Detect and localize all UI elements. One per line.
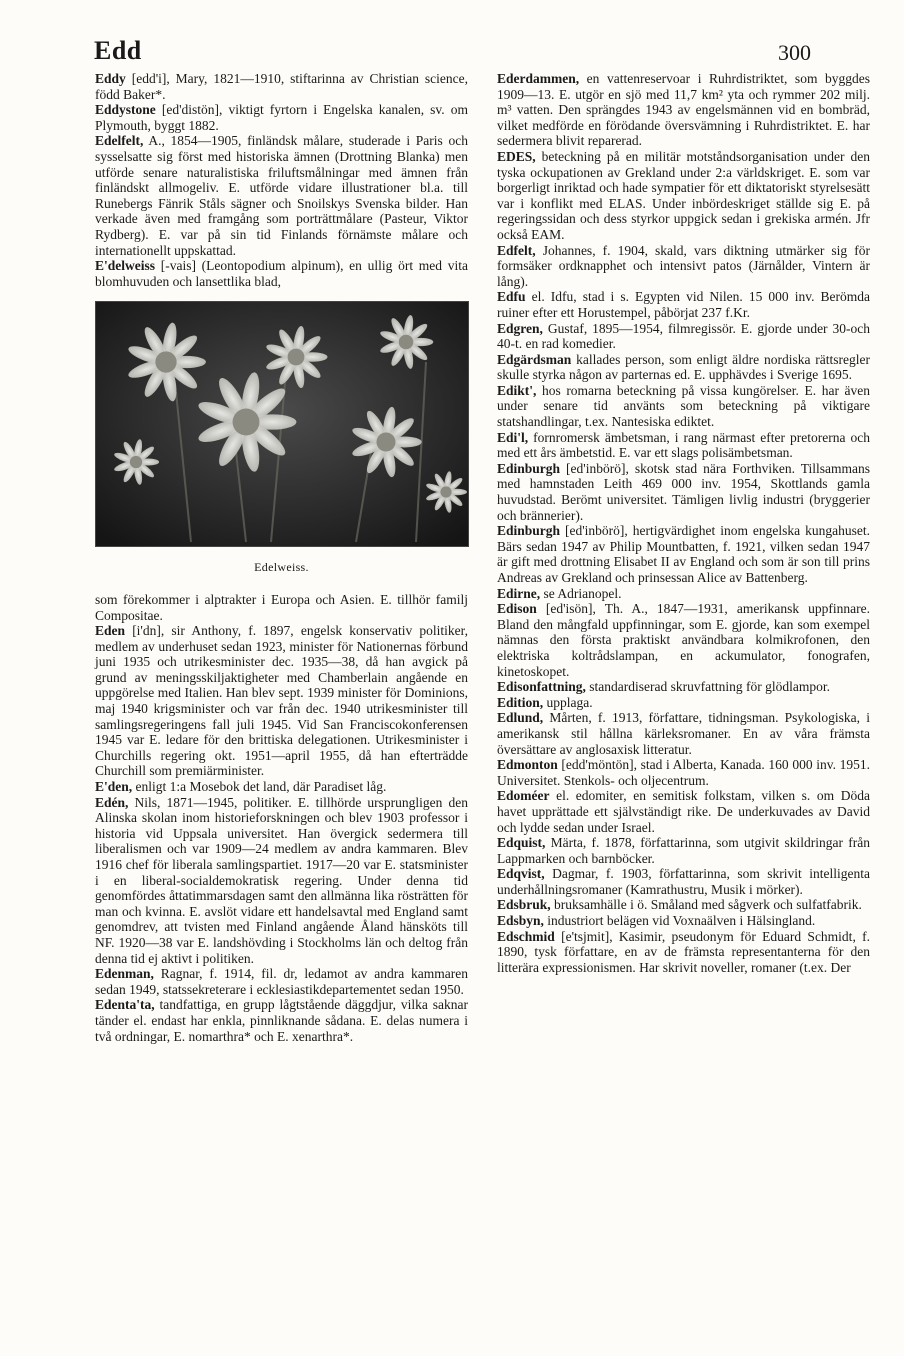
- dictionary-entry: [497, 788, 870, 835]
- entry-headword: Edgren,: [497, 320, 543, 336]
- dictionary-entry: [497, 897, 870, 913]
- dictionary-entry: [497, 695, 870, 711]
- entry-text: hos romarna beteckning på vissa kungörelser. E. har även under senare tid använts som beteckning på viktigare statshandlingar, t.ex. Nantesiska ediktet.: [497, 382, 870, 430]
- entry-headword: Edsbruk,: [497, 897, 551, 913]
- dictionary-entry: [497, 710, 870, 757]
- entry-headword: Edsbyn,: [497, 913, 544, 929]
- entry-text: [edd'möntön], stad i Alberta, Kanada. 160 000 inv. 1951. Universitet. Stenkols- och oljecentrum.: [497, 757, 870, 788]
- dictionary-entry: [497, 913, 870, 929]
- dictionary-entry: [497, 243, 870, 290]
- entry-text: el. edomiter, en semitisk folkstam, vilken s. om Döda havet upprättade ett självständigt rike. De underkuvades av David och lydde sedan under Israel.: [497, 788, 870, 835]
- page-number: 300: [778, 40, 811, 65]
- dictionary-entry: [497, 461, 870, 523]
- entry-text: Nils, 1871—1945, politiker. E. tillhörde ursprungligen den Alinska skolan inom historieforskningen och blev 1903 professor i historia vid Uppsala universitet. Han övergick sedermera till liberalismen och var 1909—24 medlem av andra kammaren. Blev 1916 chef för liberala samlingspartiet. 1917—20 var E. statsminister i en liberal-socialdemokratisk regering. Under denna tid genomfördes åttatimmarsdagen samt den allmänna lika rösträtten för man och kvinna. E. avslöt vidare ett handelsavtal med England samt genomdrev, att tvisten med Finland angående Åland hänsköts till NF. 1920—38 var E. landshövding i Stockholms län och deltog från denna tid ej aktivt i politiken.: [95, 794, 468, 966]
- dictionary-entry: [95, 258, 468, 289]
- entry-text: Dagmar, f. 1903, författarinna, som skrivit intelligenta underhållningsromaner (Kamrathustru, Musik i mörker).: [497, 866, 870, 897]
- figure-caption: Edelweiss.: [254, 560, 309, 575]
- entry-headword: Edition,: [497, 694, 544, 710]
- running-head: Edd: [94, 36, 142, 65]
- entry-text: se Adrianopel.: [540, 585, 622, 601]
- dictionary-entry: [497, 586, 870, 602]
- dictionary-entry: [95, 966, 468, 997]
- dictionary-entry: [95, 133, 468, 258]
- edelweiss-figure: [95, 301, 468, 576]
- dictionary-entry: [497, 835, 870, 866]
- dictionary-entry: [497, 929, 870, 976]
- entry-text: beteckning på en militär motståndsorganisation under den tyska ockupationen av Grekland under 2:a världskriget. E. som var borgerligt inriktad och hade sympatier för ett diktatoriskt styrelsesätt var i konflikt med ELAS. Under inbördeskriget ställde sig E. på regeringssidan och dess styrkor uppgick sedan i grekiska armén. Jfr också EAM.: [497, 148, 870, 242]
- entry-headword: Edfu: [497, 289, 526, 305]
- edelweiss-photo: [95, 301, 469, 547]
- entry-text: Gustaf, 1895—1954, filmregissör. E. gjorde under 30-och 40-t. en rad komedier.: [497, 320, 870, 352]
- dictionary-entry: [497, 289, 870, 320]
- entry-text: upplaga.: [543, 694, 593, 710]
- entry-headword: Edfelt,: [497, 242, 536, 258]
- entry-text: [e'tsjmit], Kasimir, pseudonym för Eduard Schmidt, f. 1890, tysk författare, en av de främsta representanterna för den litterära expressionismen. Har skrivit noveller, romaner (t.ex. Der: [497, 928, 870, 975]
- dictionary-entry: [497, 71, 870, 149]
- entry-headword: Edqvist,: [497, 866, 545, 882]
- entry-headword: Edmonton: [497, 757, 558, 773]
- dictionary-entry: [497, 757, 870, 788]
- entry-text: en vattenreservoar i Ruhrdistriktet, som byggdes 1909—13. E. utgör en sjö med 11,7 km² yta och rymmer 202 milj. m³ vatten. Den sprängdes 1943 av engelsmännen vid en bombräd, vilket medförde en förödande översvämning i Ruhrdistriktet. E. har sedermera blivit reparerad.: [497, 71, 870, 149]
- dictionary-entry: [497, 866, 870, 897]
- entry-headword: Edenman,: [95, 966, 154, 982]
- entry-headword: Edisonfattning,: [497, 679, 586, 695]
- entry-headword: Edikt',: [497, 382, 537, 398]
- entry-text: som förekommer i alptrakter i Europa och Asien. E. tillhör familj Compositae.: [95, 591, 468, 623]
- left-column-bottom: [95, 592, 468, 1044]
- dictionary-entry: [497, 601, 870, 679]
- entry-headword: E'delweiss: [95, 258, 156, 274]
- entry-text: [ed'distön], viktigt fyrtorn i Engelska kanalen, sv. om Plymouth, byggt 1882.: [95, 102, 468, 133]
- left-column-top: [95, 71, 468, 289]
- dictionary-entry: [95, 997, 468, 1044]
- right-column: [497, 71, 870, 975]
- entry-text: [ed'isön], Th. A., 1847—1931, amerikansk uppfinnare. Bland den mångfald uppfinningar, som E. gjorde, kan som exempel nämnas den första praktiskt användbara kolmikrofonen, den elektriska koltrådslampan, en ackumulator, fonografen, kinetoskopet.: [497, 601, 870, 679]
- entry-headword: Edén,: [95, 794, 129, 810]
- entry-text: [i'dn], sir Anthony, f. 1897, engelsk konservativ politiker, medlem av underhuset sedan 1923, minister för Nationernas förbund juni 1935 och utrikesminister dec. 1935—38, då han avgick på grund av meningsskiljaktigheter med Chamberlain angående en uppgörelse med Italien. Han blev sept. 1939 minister för Dominions, maj 1940 krigsminister och var från dec. 1940 utrikesminister till samlingsregeringens fall juli 1945. Vid San Franciscokonferensen 1945 var E. ledare för den brittiska delegationen. Utrikesminister i Churchills regering okt. 1951—april 1955, då han efterträdde Churchill som premiärminister.: [95, 623, 468, 779]
- entry-headword: Edirne,: [497, 585, 541, 601]
- entry-headword: Edelfelt,: [95, 133, 144, 149]
- entry-text: A., 1854—1905, finländsk målare, studerade i Paris och sysselsatte sig först med historiska ämnen (Drottning Blanka) men utförde senare naturalistiska friluftsmålningar med ämnen från finländskt allmogeliv. E. utförde vidare illustrationer bl.a. till Runebergs Fänrik Ståls sägner och Snoilskys Svenska bilder. Han verkade även med framgång som porträttmålare (Pasteur, Viktor Rydberg). E. var på sin tid Finlands förnämste målare och internationellt uppskattad.: [95, 133, 468, 258]
- entry-text: [edd'i], Mary, 1821—1910, stiftarinna av Christian science, född Baker*.: [95, 71, 468, 102]
- dictionary-entry: [95, 795, 468, 967]
- entry-text: tandfattiga, en grupp lågtstående däggdjur, vilka saknar tänder el. endast har enkla, pinnliknande sådana. E. delas numera i två ordningar, E. nomarthra* och E. xenarthra*.: [95, 997, 468, 1044]
- entry-headword: Edenta'ta,: [95, 997, 155, 1013]
- entry-text: fornromersk ämbetsman, i rang närmast efter pretorerna och med ett års ämbetstid. E. var ett slags polisämbetsman.: [497, 429, 870, 461]
- dictionary-entry: [95, 623, 468, 779]
- dictionary-entry: [95, 779, 468, 795]
- entry-headword: Edquist,: [497, 835, 546, 851]
- entry-headword: EDES,: [497, 148, 536, 164]
- entry-text: Johannes, f. 1904, skald, vars diktning utmärker sig för formsäker ordknapphet och intensivt patos (Järnålder, Vintern är lång).: [497, 242, 870, 289]
- dictionary-entry: [497, 352, 870, 383]
- entry-headword: Edgärdsman: [497, 351, 572, 367]
- dictionary-entry: [497, 149, 870, 243]
- dictionary-entry: [95, 592, 468, 623]
- dictionary-entry: [497, 679, 870, 695]
- edelweiss-flowers-image: [96, 302, 468, 546]
- entry-text: standardiserad skruvfattning för glödlampor.: [585, 679, 830, 695]
- entry-text: bruksamhälle i ö. Småland med sågverk och sulfatfabrik.: [550, 897, 862, 913]
- entry-text: [ed'inbörö], hertigvärdighet inom engelska kungahuset. Bärs sedan 1947 av Philip Mountbatten, f. 1921, vilken sedan 1947 är gift med drottning Elisabet II av England och som är son till prins Andreas av Grekland och prinsessan Alice av Battenberg.: [497, 523, 870, 585]
- entry-headword: Edison: [497, 601, 537, 617]
- left-column: [95, 71, 468, 1044]
- entry-text: Ragnar, f. 1914, fil. dr, ledamot av andra kammaren sedan 1949, statssekreterare i ecklesiastikdepartementet sedan 1950.: [95, 966, 468, 997]
- dictionary-entry: [95, 102, 468, 133]
- dictionary-entry: [497, 523, 870, 585]
- dictionary-entry: [497, 430, 870, 461]
- dictionary-entry: [497, 383, 870, 430]
- dictionary-entry: [497, 321, 870, 352]
- entry-headword: Ederdammen,: [497, 71, 580, 86]
- dictionary-entry: [95, 71, 468, 102]
- entry-text: Märta, f. 1878, författarinna, som utgivit skildringar från Lappmarken och barnböcker.: [497, 835, 870, 866]
- entry-text: el. Idfu, stad i s. Egypten vid Nilen. 15 000 inv. Berömda ruiner efter ett Horustempel, påbörjat 237 f.Kr.: [497, 289, 870, 320]
- entry-headword: Edinburgh: [497, 523, 561, 539]
- entry-headword: E'den,: [95, 779, 133, 795]
- entry-headword: Eddy: [95, 71, 126, 86]
- entry-headword: Edinburgh: [497, 460, 561, 476]
- entry-text: Mårten, f. 1913, författare, tidningsman. Psykologiska, i amerikansk stil hållna kärleksromaner. En av våra främsta översättare av anglosaxisk litteratur.: [497, 710, 870, 757]
- entry-headword: Edoméer: [497, 788, 550, 804]
- entry-headword: Edlund,: [497, 710, 544, 726]
- entry-headword: Eddystone: [95, 102, 156, 118]
- entry-headword: Edschmid: [497, 928, 555, 944]
- entry-text: enligt 1:a Mosebok det land, där Paradiset låg.: [132, 779, 387, 795]
- entry-text: kallades person, som enligt äldre nordiska rättsregler skulle styrka någon av parternas ed. E. upphävdes i Sverige 1695.: [497, 351, 870, 383]
- entry-text: [-vais] (Leontopodium alpinum), en ullig ört med vita blomhuvuden och lansettlika blad,: [95, 258, 468, 289]
- entry-text: [ed'inbörö], skotsk stad nära Forthviken. Tillsammans med hamnstaden Leith 469 000 inv. 1954, Skottlands gamla huvudstad. Berömt universitet. Tämligen livlig industri (bryggerier och brännerier).: [497, 460, 870, 523]
- entry-headword: Edi'l,: [497, 429, 529, 445]
- entry-headword: Eden: [95, 623, 126, 639]
- entry-text: industriort belägen vid Voxnaälven i Hälsingland.: [543, 913, 816, 929]
